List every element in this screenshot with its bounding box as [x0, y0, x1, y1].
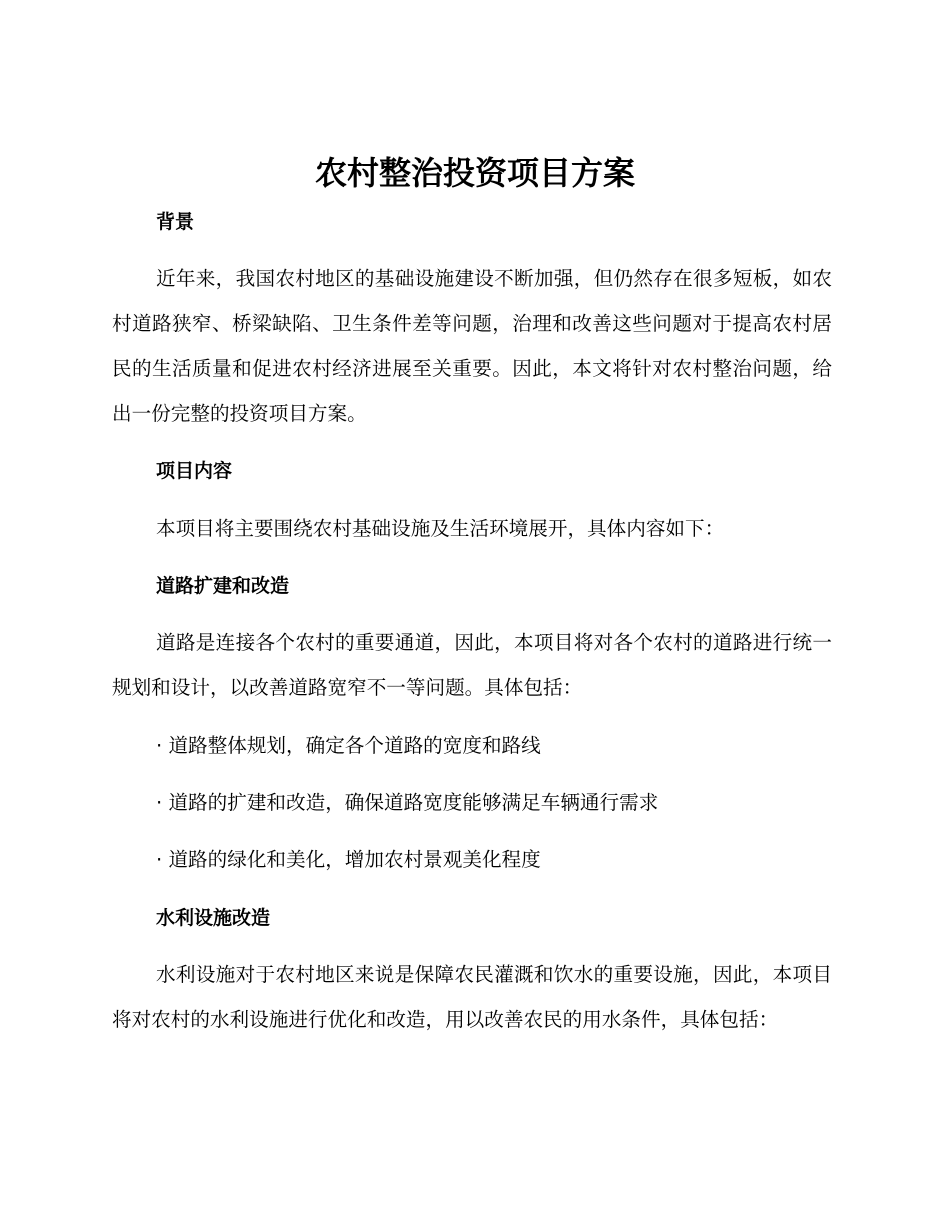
heading-project-content: 项目内容	[156, 460, 233, 482]
paragraph-roads: 道路是连接各个农村的重要通道，因此，本项目将对各个农村的道路进行统一规划和设计，以改善道路宽窄不一等问题。具体包括：	[112, 631, 832, 699]
document-title: 农村整治投资项目方案	[314, 154, 635, 192]
paragraph-water: 水利设施对于农村地区来说是保障农民灌溉和饮水的重要设施，因此，本项目将对农村的水利设施进行优化和改造，用以改善农民的用水条件，具体包括：	[112, 963, 832, 1031]
heading-roads: 道路扩建和改造	[156, 575, 290, 597]
paragraph-background: 近年来，我国农村地区的基础设施建设不断加强，但仍然存在很多短板，如农村道路狭窄、桥梁缺陷、卫生条件差等问题，治理和改善这些问题对于提高农村居民的生活质量和促进农村经济进展至关重要。因此，本文将针对农村整治问题，给出一份完整的投资项目方案。	[112, 267, 832, 425]
list-item-road-planning: · 道路整体规划，确定各个道路的宽度和路线	[156, 734, 541, 757]
paragraph-project-content-intro: 本项目将主要围绕农村基础设施及生活环境展开，具体内容如下：	[156, 517, 725, 540]
list-item-road-greening: · 道路的绿化和美化，增加农村景观美化程度	[156, 848, 541, 871]
heading-water: 水利设施改造	[156, 907, 271, 929]
list-item-road-expansion: · 道路的扩建和改造，确保道路宽度能够满足车辆通行需求	[156, 791, 659, 814]
heading-background: 背景	[156, 211, 195, 233]
